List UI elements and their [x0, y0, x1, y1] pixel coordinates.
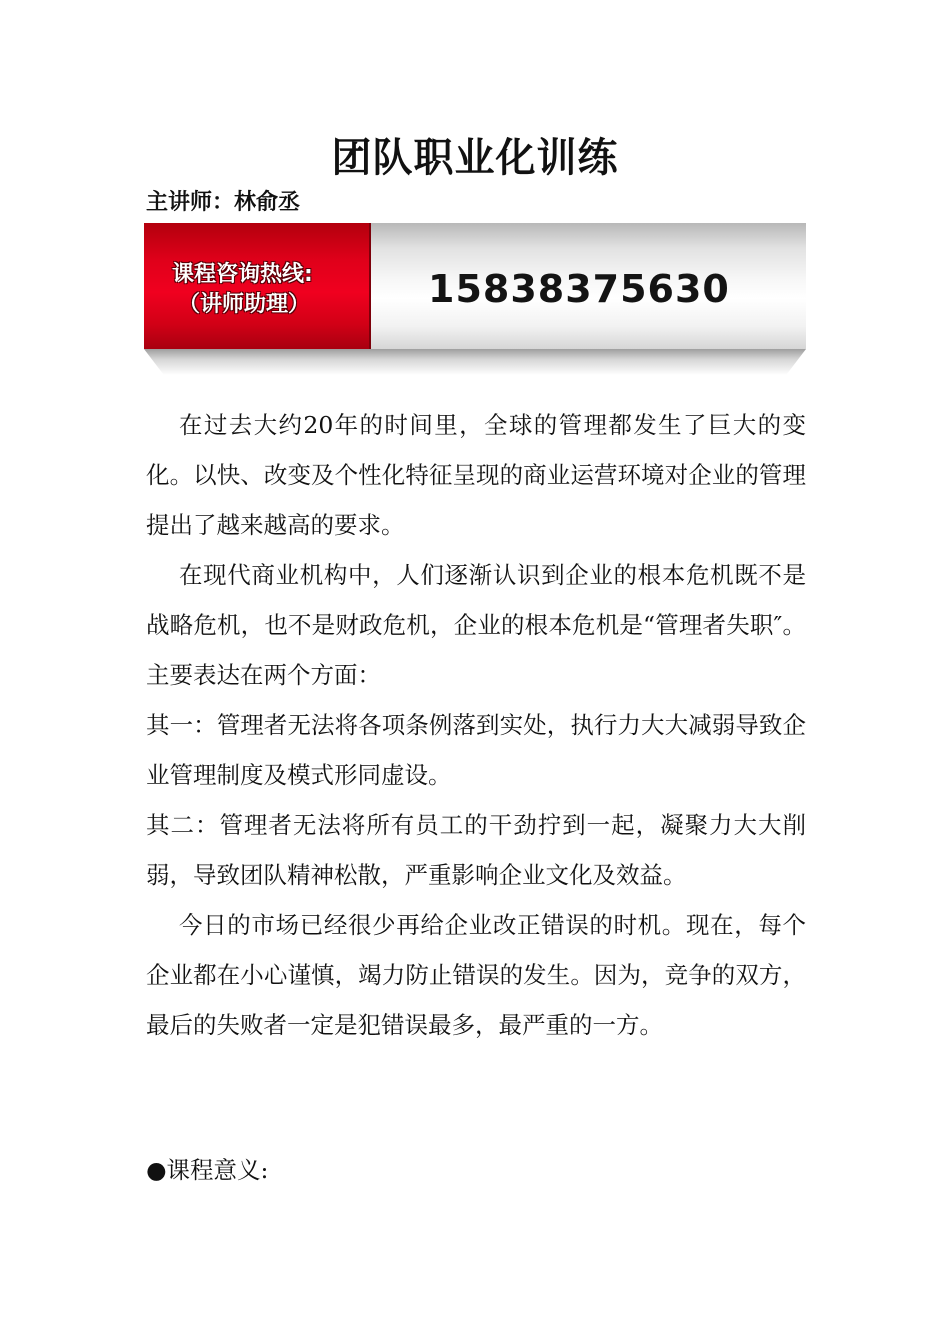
body-text	[146, 400, 806, 1050]
banner-phone-number: 15838375630	[428, 267, 730, 311]
hotline-banner	[144, 223, 806, 375]
paragraph: 其一：管理者无法将各项条例落到实处，执行力大大减弱导致企业管理制度及模式形同虚设。	[146, 711, 806, 789]
lecturer-line: 主讲师：林俞丞	[146, 190, 301, 215]
document-title: 团队职业化训练	[331, 135, 619, 181]
banner-label-hotline: 课程咨询热线:	[172, 262, 313, 287]
section-heading-course-significance: ●课程意义:	[146, 1156, 269, 1184]
paragraph: 在现代商业机构中，人们逐渐认识到企业的根本危机既不是战略危机，也不是财政危机，企业的根本危机是“管理者失职″。主要表达在两个方面：	[146, 561, 806, 689]
paragraph: 在过去大约20年的时间里，全球的管理都发生了巨大的变化。以快、改变及个性化特征呈现的商业运营环境对企业的管理提出了越来越高的要求。	[146, 411, 806, 539]
banner-label-assistant: （讲师助理）	[178, 292, 311, 317]
banner-shadow	[144, 349, 806, 375]
paragraph: 其二：管理者无法将所有员工的干劲拧到一起，凝聚力大大削弱，导致团队精神松散，严重影响企业文化及效益。	[146, 811, 806, 889]
paragraph: 今日的市场已经很少再给企业改正错误的时机。现在，每个企业都在小心谨慎，竭力防止错误的发生。因为，竞争的双方，最后的失败者一定是犯错误最多，最严重的一方。	[146, 911, 806, 1039]
